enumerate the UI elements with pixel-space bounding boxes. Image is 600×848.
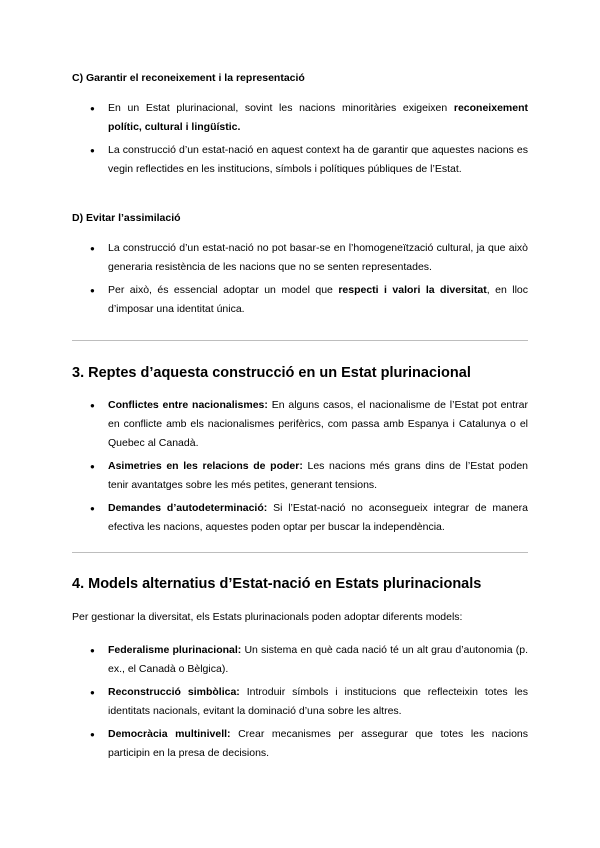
- section-d-list: [72, 239, 528, 323]
- section-4-intro: Per gestionar la diversitat, els Estats plurinacionals poden adoptar diferents models:: [72, 611, 463, 623]
- section-3-list: [72, 396, 528, 541]
- section-d-heading: D) Evitar l’assimilació: [72, 212, 181, 224]
- bold-text: Demandes d’autodeterminació:: [108, 502, 268, 514]
- bold-text: Reconstrucció simbòlica:: [108, 686, 240, 698]
- bullet-icon: ●: [90, 244, 95, 253]
- bullet-icon: ●: [90, 646, 95, 655]
- bold-text: Conflictes entre nacionalismes:: [108, 399, 268, 411]
- item-text: Un sistema en què cada nació té un alt grau d’autonomia (p. ex., el Canadà o Bèlgica).: [108, 644, 528, 675]
- bullet-icon: ●: [90, 401, 95, 410]
- item-text: La construcció d’un estat-nació en aquest context ha de garantir que aquestes nacions es vegin reflectides en les institucions, símbols i polítiques públiques de l’Estat.: [108, 144, 528, 175]
- section-divider: [72, 552, 528, 553]
- section-c-heading: C) Garantir el reconeixement i la representació: [72, 72, 305, 84]
- list-item: [72, 499, 528, 537]
- list-item: [72, 457, 528, 495]
- item-text: En alguns casos, el nacionalisme de l’Estat pot entrar en conflicte amb els nacionalismes perifèrics, com passa amb Espanya i Catalunya o el Quebec al Canadà.: [108, 399, 528, 449]
- bold-text: Democràcia multinivell:: [108, 728, 231, 740]
- item-text: Per això, és essencial adoptar un model que: [108, 284, 339, 296]
- list-item: [72, 281, 528, 319]
- list-item: [72, 239, 528, 277]
- item-text: Les nacions més grans dins de l’Estat poden tenir avantatges sobre les més petites, generant tensions.: [108, 460, 528, 491]
- item-text: Introduir símbols i institucions que reflecteixin totes les identitats nacionals, evitant la dominació d’una sobre les altres.: [108, 686, 528, 717]
- bullet-icon: ●: [90, 146, 95, 155]
- bullet-icon: ●: [90, 730, 95, 739]
- item-text: Crear mecanismes per assegurar que totes les nacions participin en la presa de decisions.: [108, 728, 529, 759]
- list-item: [72, 396, 528, 453]
- bold-text: reconeixement polític, cultural i lingüístic.: [108, 102, 528, 133]
- section-4-list: [72, 641, 528, 767]
- bullet-icon: ●: [90, 286, 95, 295]
- list-item: [72, 641, 528, 679]
- item-text: Si l’Estat-nació no aconsegueix integrar de manera efectiva les nacions, aquestes poden optar per buscar la independència.: [108, 502, 528, 533]
- bullet-icon: ●: [90, 104, 95, 113]
- bold-text: Federalisme plurinacional:: [108, 644, 242, 656]
- section-3-heading: 3. Reptes d’aquesta construcció en un Estat plurinacional: [72, 365, 471, 381]
- bullet-icon: ●: [90, 462, 95, 471]
- section-divider: [72, 340, 528, 341]
- item-text: La construcció d’un estat-nació no pot basar-se en l’homogeneïtzació cultural, ja que això generaria resistència de les nacions que no se senten representades.: [108, 242, 528, 273]
- bullet-icon: ●: [90, 688, 95, 697]
- bullet-icon: ●: [90, 504, 95, 513]
- list-item: [72, 725, 528, 763]
- section-4-heading: 4. Models alternatius d’Estat-nació en Estats plurinacionals: [72, 576, 482, 592]
- list-item: [72, 99, 528, 137]
- list-item: [72, 141, 528, 179]
- item-text: En un Estat plurinacional, sovint les nacions minoritàries exigeixen: [108, 102, 454, 114]
- section-c-list: [72, 99, 528, 183]
- item-text: , en lloc d’imposar una identitat única.: [108, 284, 528, 315]
- bold-text: Asimetries en les relacions de poder:: [108, 460, 303, 472]
- bold-text: respecti i valori la diversitat: [338, 284, 487, 296]
- list-item: [72, 683, 528, 721]
